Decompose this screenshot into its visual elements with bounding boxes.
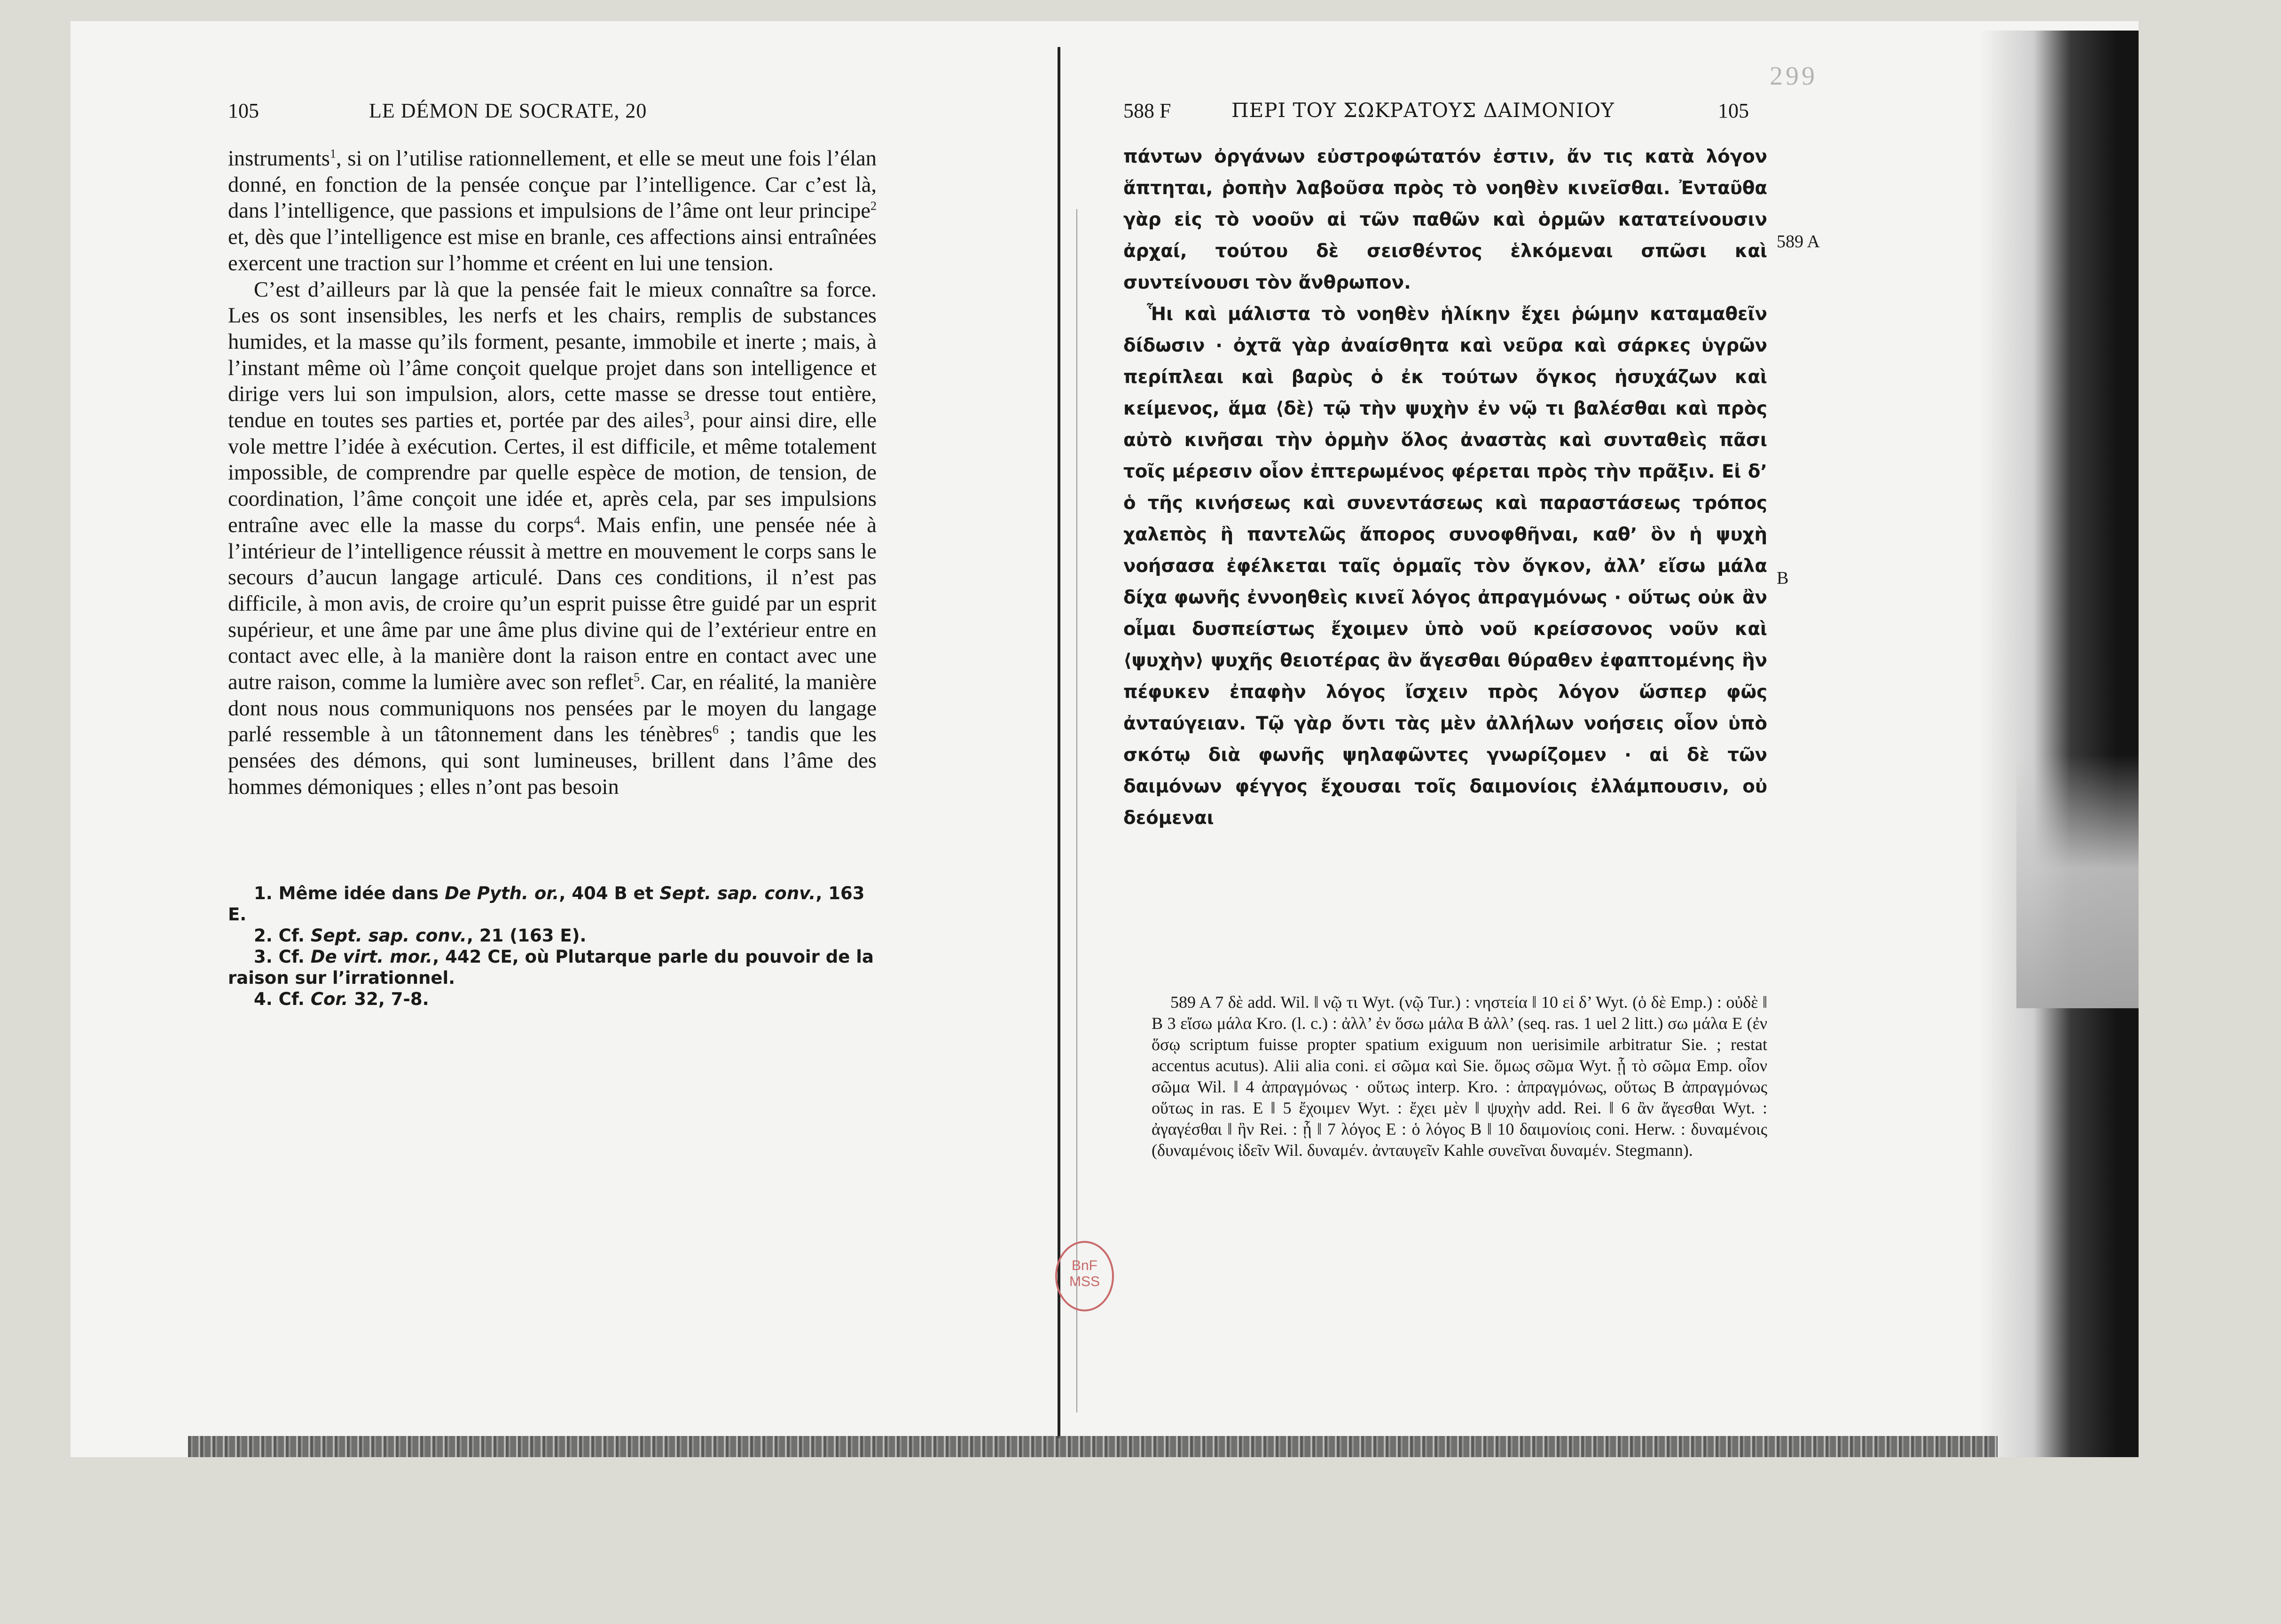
- critical-apparatus: [1152, 992, 1767, 1161]
- paragraph: [228, 146, 877, 277]
- text-run: , 404 B et: [559, 883, 660, 903]
- right-running-head: [1123, 99, 1767, 127]
- footnote-marker: 2: [870, 199, 877, 213]
- left-page: [228, 99, 877, 1010]
- library-stamp-line1: BnF: [1071, 1258, 1098, 1273]
- section-reference: 588 F: [1123, 99, 1171, 122]
- left-running-head: [228, 99, 877, 127]
- footnote: [228, 946, 877, 989]
- footnote-marker: 3: [683, 408, 690, 423]
- work-title: De Pyth. or.: [445, 883, 559, 903]
- right-page-number: 105: [1718, 99, 1749, 122]
- library-stamp-line2: MSS: [1069, 1274, 1100, 1289]
- text-run: 32, 7-8.: [348, 989, 429, 1009]
- text-run: , pour ainsi dire, elle vole mettre l’idée à exécution. Certes, il est difficile, et même totalement impossible, de comprendre par quelle espèce de motion, de tension, de coordination, l’âme conçoit une idée et, après cela, par ses impulsions entraîne avec elle la masse du corps: [228, 408, 877, 537]
- library-stamp: [1055, 1241, 1114, 1311]
- footnote-marker: 5: [634, 670, 640, 684]
- text-run: et, dès que l’intelligence est mise en branle, ces affections ainsi entraînées exercent une traction sur l’homme et créent en lui une tension.: [228, 225, 877, 275]
- right-page: [1123, 99, 1767, 1160]
- margin-note-b: B: [1777, 568, 1789, 588]
- right-running-title: ΠΕΡΙ ΤΟΥ ΣΩΚΡΑΤΟΥΣ ΔΑΙΜΟΝΙΟΥ: [1231, 99, 1615, 122]
- apparatus-text: 589 A 7 δὲ add. Wil. ‖ νῷ τι Wyt. (νῷ Tur.) : νηστεία ‖ 10 εἰ δ’ Wyt. (ὁ δὲ Emp.) : οὐδὲ ‖ B 3 εἴσω μάλα Kro. (l. c.) : ἀλλ’ ἐν ὅσω μάλα B ἀλλ’ (seq. ras. 1 uel 2 litt.) σω μάλα E (ἐν ὅσῳ scriptum fuisse propter spatium exiguum non uerisimile arbitratur Sie. ; restat accentus acutus). Alii alia coni. εἰ σῶμα καὶ Sie. ὅμως σῶμα Wyt. ᾗ τὸ σῶμα Emp. οἷον σῶμα Wil. ‖ 4 ἀπραγμόνως · οὕτως interp. Kro. : ἀπραγμόνως, οὕτως B ἀπραγμόνως οὕτως in ras. E ‖ 5 ἔχοιμεν Wyt. : ἔχει μὲν ‖ ψυχὴν add. Rei. ‖ 6 ἂν ἄγεσθαι Wyt. : ἀγαγέσθαι ‖ ἣν Rei. : ᾗ ‖ 7 λόγος E : ὁ λόγος B ‖ 10 δαιμονίοις coni. Herw. : δυναμένοις (δυναμένοις ἰδεῖν Wil. δυναμέν. ἀνταυγεῖν Kahle συνεῖναι δυναμέν. Stegmann).: [1152, 993, 1767, 1160]
- left-page-number: 105: [228, 99, 259, 122]
- text-run: C’est d’ailleurs par là que la pensée fait le mieux connaître sa force. Les os sont insensibles, les nerfs et les chairs, remplis de substances humides, et la masse qu’ils forment, pesante, immobile et inerte ; mais, à l’instant même où l’âme conçoit quelque projet dans son intelligence et dirige vers lui son impulsion, alors, cette masse se dresse tout entière, tendue en toutes ses parties et, portée par des ailes: [228, 277, 877, 433]
- footnotes: [228, 883, 877, 1010]
- greek-paragraph: Ἧι καὶ μάλιστα τὸ νοηθὲν ἡλίκην ἔχει ῥώμην καταμαθεῖν δίδωσιν · ὀχτᾶ γὰρ ἀναίσθητα καὶ νεῦρα καὶ σάρκες ὑγρῶν περίπλεαι καὶ βαρὺς ὁ ἐκ τούτων ὄγκος ἡσυχάζων καὶ κείμενος, ἅμα ⟨δὲ⟩ τῷ τὴν ψυχὴν ἐν νῷ τι βαλέσθαι καὶ πρὸς αὐτὸ κινῆσαι τὴν ὁρμὴν ὅλος ἀναστὰς καὶ συνταθεὶς πᾶσι τοῖς μέρεσιν οἷον ἐπτερωμένος φέρεται πρὸς τὴν πρᾶξιν. Εἰ δ’ ὁ τῆς κινήσεως καὶ συνεντάσεως καὶ παραστάσεως τρόπος χαλεπὸς ἢ παντελῶς ἄπορος συνοφθῆναι, καθ’ ὃν ἡ ψυχὴ νοήσασα ἐφέλκεται ταῖς ὁρμαῖς τὸν ὄγκον, ἀλλ’ εἴσω μάλα δίχα φωνῆς ἐννοηθεὶς κινεῖ λόγος ἀπραγμόνως · οὕτως οὐκ ἂν οἶμαι δυσπείστως ἔχοιμεν ὑπὸ νοῦ κρείσσονος νοῦν καὶ ⟨ψυχὴν⟩ ψυχῆς θειοτέρας ἂν ἄγεσθαι θύραθεν ἐφαπτομένης ἣν πέφυκεν ἐπαφὴν λόγος ἴσχειν πρὸς λόγον ὥσπερ φῶς ἀνταύγειαν. Τῷ γὰρ ὄντι τὰς μὲν ἀλλήλων νοήσεις οἷον ὑπὸ σκότῳ διὰ φωνῆς ψηλαφῶντες γνωρίζομεν · αἱ δὲ τῶν δαιμόνων φέγγος ἔχουσαι τοῖς δαιμονίοις ἐλλάμπουσιν, οὐ δεόμεναι: [1123, 304, 1767, 829]
- text-run: 2. Cf.: [254, 925, 311, 946]
- footnote-marker: 4: [574, 513, 580, 527]
- text-run: 4. Cf.: [254, 989, 311, 1009]
- scan-fade: [2016, 754, 2139, 1008]
- text-run: , 163 E.: [228, 883, 865, 925]
- book-gutter-shadow: [1076, 209, 1077, 1412]
- text-run: 1. Même idée dans: [254, 883, 445, 903]
- text-run: ; tandis que les pensées des démons, qui sont lumineuses, brillent dans l’âme des hommes démoniques ; elles n’ont pas besoin: [228, 722, 877, 799]
- footnote-marker: 6: [712, 722, 719, 737]
- footnote-marker: 1: [330, 147, 336, 161]
- work-title: Cor.: [310, 989, 348, 1009]
- footnote: [228, 989, 877, 1010]
- scan-bottom-edge: [188, 1436, 1998, 1457]
- left-running-title: LE DÉMON DE SOCRATE, 20: [369, 99, 647, 122]
- work-title: De virt. mor.: [310, 946, 433, 967]
- text-run: . Mais enfin, une pensée née à l’intérieur de l’intelligence réussit à mettre en mouvement le corps sans le secours d’aucun langage articulé. Dans ces conditions, il n’est pas difficile, à mon avis, de croire qu’un esprit puisse être guidé par un esprit supérieur, et une âme par une âme plus divine qui de l’extérieur entre en contact avec elle, à la manière dont la raison entre en contact avec une autre raison, comme la lumière avec son reflet: [228, 513, 877, 695]
- text-run: , 21 (163 E).: [466, 925, 587, 946]
- work-title: Sept. sap. conv.: [659, 883, 816, 903]
- text-run: 3. Cf.: [254, 946, 311, 967]
- footnote: [228, 883, 877, 925]
- footnote: [228, 925, 877, 946]
- text-run: , 442 CE, où Plutarque parle du pouvoir de la raison sur l’irrationnel.: [228, 946, 874, 988]
- book-gutter: [1058, 47, 1060, 1438]
- paragraph: [228, 277, 877, 800]
- work-title: Sept. sap. conv.: [310, 925, 467, 946]
- greek-text: [1123, 141, 1767, 834]
- french-translation-text: [228, 146, 877, 800]
- folio-stamp: 299: [1770, 62, 1818, 91]
- text-run: instruments: [228, 147, 330, 171]
- text-run: , si on l’utilise rationnellement, et elle se meut une fois l’élan donné, en fonction de la pensée conçue par l’intelligence. Car c’est là, dans l’intelligence, que passions et impulsions de l’âme ont leur principe: [228, 147, 877, 223]
- text-run: . Car, en réalité, la manière dont nous nous communiquons nos pensées par le moyen du langage parlé ressemble à un tâtonnement dans les ténèbres: [228, 670, 877, 747]
- margin-note-589a: 589 A: [1777, 232, 1820, 251]
- scan-dark-edge: [1979, 31, 2139, 1457]
- greek-paragraph: πάντων ὀργάνων εὐστροφώτατόν ἐστιν, ἄν τις κατὰ λόγον ἅπτηται, ῥοπὴν λαβοῦσα πρὸς τὸ νοηθὲν κινεῖσθαι. Ἐνταῦθα γὰρ εἰς τὸ νοοῦν αἱ τῶν παθῶν καὶ ὁρμῶν κατατείνουσιν ἀρχαί, τούτου δὲ σεισθέντος ἑλκόμεναι σπῶσι καὶ συντείνουσι τὸν ἄνθρωπον.: [1123, 146, 1767, 293]
